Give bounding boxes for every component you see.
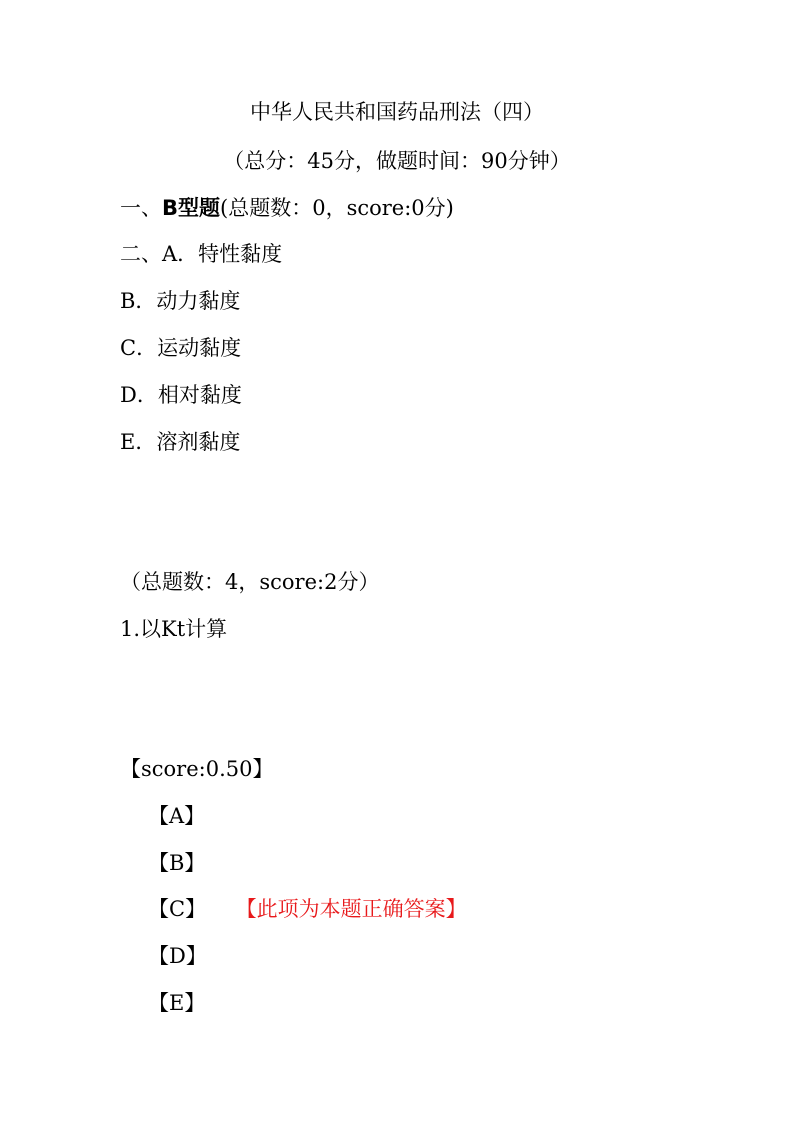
section-1-prefix: 一、: [120, 196, 162, 220]
choice-a: 【A】: [148, 804, 206, 828]
document-title: 中华人民共和国药品刑法（四）: [250, 100, 544, 124]
option-b: B．动力黏度: [120, 289, 241, 313]
section-1-name: B型题: [162, 196, 221, 220]
choice-c-label: 【C】: [148, 897, 207, 921]
choice-b: 【B】: [148, 851, 206, 875]
section-1-heading: [120, 195, 454, 221]
correct-answer-mark: 【此项为本题正确答案】: [246, 897, 467, 921]
option-c: C．运动黏度: [120, 336, 242, 360]
option-e: E．溶剂黏度: [120, 430, 241, 454]
document-subtitle: （总分：45分，做题时间：90分钟）: [223, 149, 571, 173]
section-1-info: (总题数：0，score:0分): [220, 196, 454, 220]
choice-c: [148, 896, 467, 922]
option-a: 二、A．特性黏度: [120, 242, 283, 266]
choice-d: 【D】: [148, 944, 207, 968]
option-d: D．相对黏度: [120, 383, 242, 407]
question-score: 【score:0.50】: [120, 757, 274, 781]
question-text: 1.以Kt计算: [120, 617, 228, 641]
choice-e: 【E】: [148, 991, 206, 1015]
group-info: （总题数：4，score:2分）: [120, 570, 380, 594]
